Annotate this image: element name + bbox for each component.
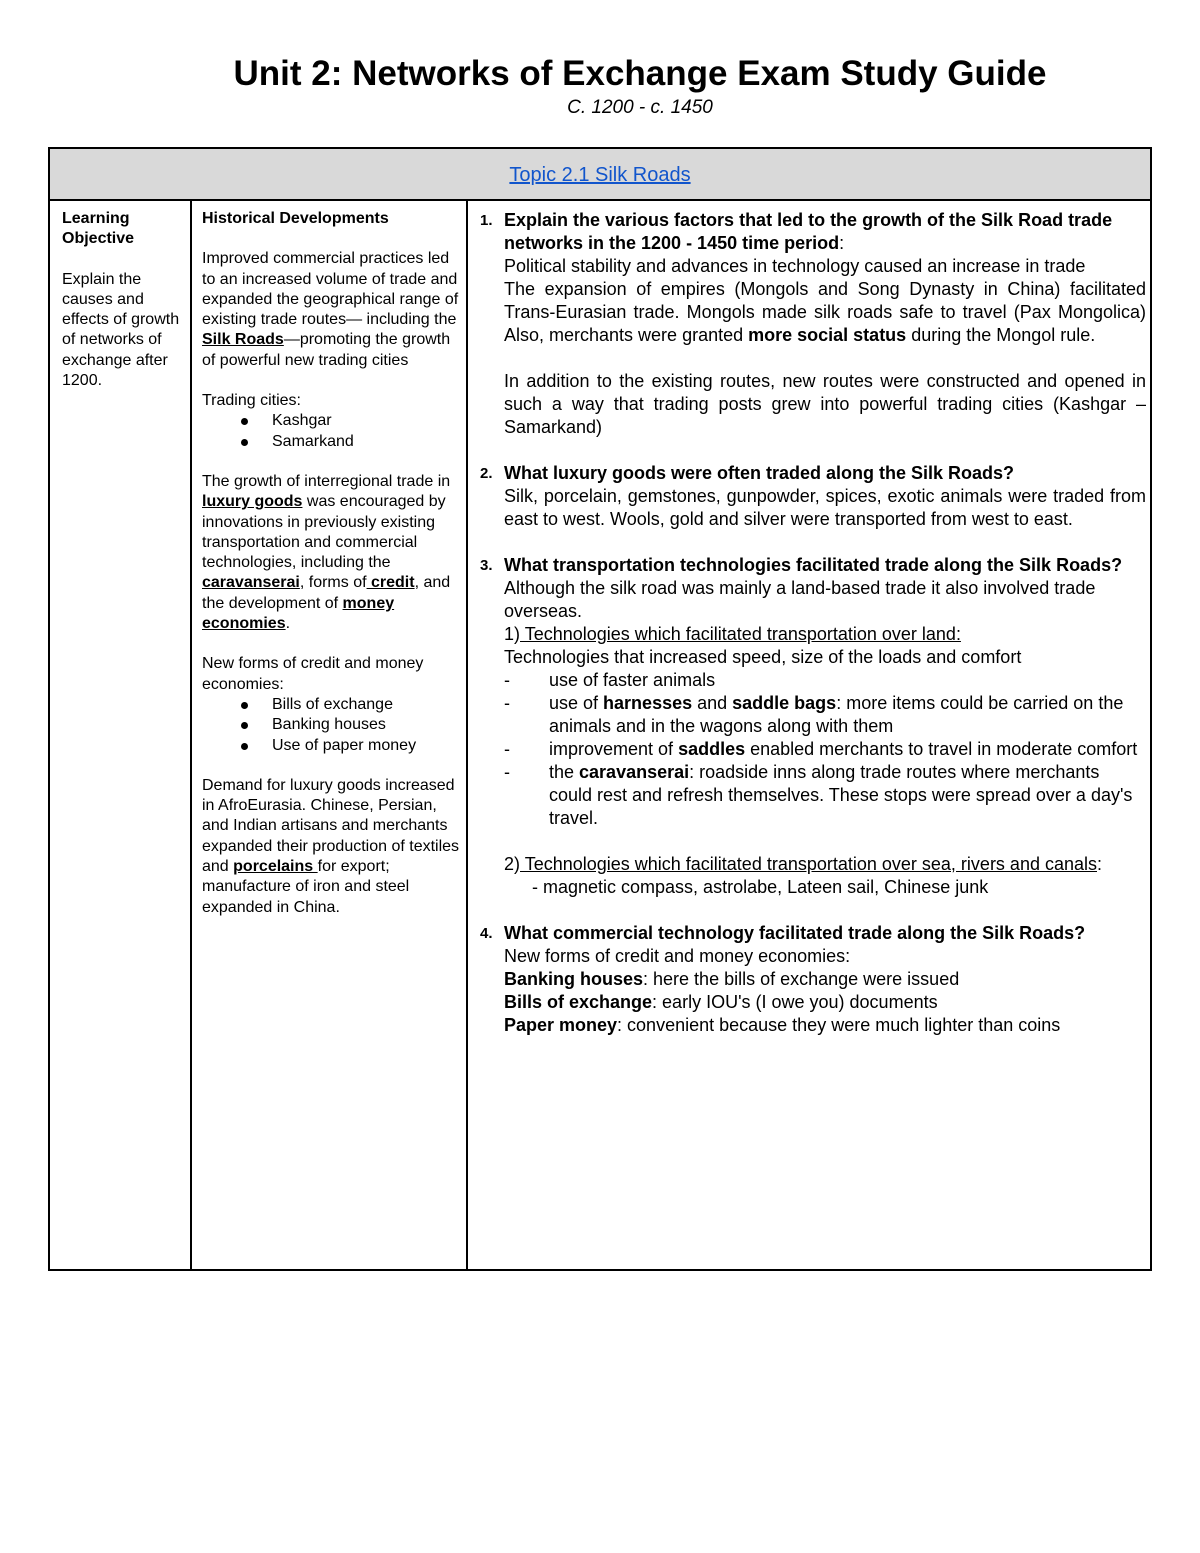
question-number: 3. bbox=[480, 557, 493, 574]
sea-subheading: 2) Technologies which facilitated transportation over sea, rivers and canals: bbox=[504, 854, 1103, 874]
list-item: Bills of exchange bbox=[202, 695, 464, 715]
list-item: Samarkand bbox=[202, 432, 464, 452]
answer-text: Silk, porcelain, gemstones, gunpowder, spices, exotic animals were traded from east to west. Wools, gold and silver were transported from west to east. bbox=[504, 486, 1146, 529]
answer-text: Although the silk road was mainly a land-based trade it also involved trade overseas. bbox=[504, 578, 1096, 621]
topic-link[interactable]: Topic 2.1 Silk Roads bbox=[509, 164, 691, 186]
question-4 bbox=[480, 922, 1146, 1037]
learning-objective-text: Explain the causes and effects of growth of networks of exchange after 1200. bbox=[62, 270, 180, 390]
learning-objective-heading: Learning Objective bbox=[62, 210, 135, 248]
land-subheading: 1) Technologies which facilitated transportation over land: bbox=[504, 624, 961, 644]
key-term: credit bbox=[366, 574, 415, 592]
question-1: 1. Explain the various factors that led to the growth of the Silk Road trade networks in the 1200 - 1450 time period: Political stability and advances in technology caused an increase in trade The expansion of empires (Mongols and Song Dynasty in China) facilitated Trans-Eurasian trade. Mongols made silk roads safe to travel (Pax Mongolica) Also, merchants were granted more social status during the Mongol rule. In addition to the existing routes, new routes were constructed and opened in such a way that trading posts grew into powerful trading cities (Kashgar – Samarkand) bbox=[480, 210, 1146, 437]
study-guide-table bbox=[48, 147, 1152, 1271]
key-term: caravanserai bbox=[202, 574, 300, 592]
question-number: 4. bbox=[480, 925, 493, 942]
question-text: What commercial technology facilitated trade along the Silk Roads? bbox=[504, 923, 1086, 943]
page-title: Unit 2: Networks of Exchange Exam Study Guide bbox=[233, 54, 1047, 93]
list-item: Banking houses bbox=[202, 715, 464, 735]
answer-text: Political stability and advances in technology caused an increase in trade bbox=[504, 256, 1086, 276]
topic-header-row bbox=[50, 149, 1150, 201]
column-divider bbox=[466, 199, 468, 1269]
interregional-trade-paragraph: The growth of interregional trade in luxury goods was encouraged by innovations in previously existing transportation and commercial technologies, including the caravanserai, forms of credit, and the development of money economies. bbox=[202, 472, 451, 633]
answer-text: New forms of credit and money economies: bbox=[504, 946, 851, 966]
answer-text: Paper money: convenient because they were much lighter than coins bbox=[504, 1015, 1061, 1035]
luxury-demand-paragraph: Demand for luxury goods increased in AfroEurasia. Chinese, Persian, and Indian artisans and merchants expanded their production of textiles and porcelains for export; manufacture of iron and steel expanded in China. bbox=[202, 776, 460, 916]
question-number: 1. bbox=[480, 212, 493, 229]
answer-text: The expansion of empires (Mongols and Song Dynasty in China) facilitated Trans-Eurasian trade. Mongols made silk roads safe to travel (Pax Mongolica) Also, merchants were granted more social status during the Mongol rule. bbox=[504, 279, 1146, 345]
answer-text: In addition to the existing routes, new routes were constructed and opened in such a way that trading posts grew into powerful trading cities (Kashgar – Samarkand) bbox=[504, 371, 1146, 437]
key-term: porcelains bbox=[233, 858, 318, 876]
list-item: - use of harnesses and saddle bags: more items could be carried on the animals and in the wagons along with them bbox=[504, 693, 1124, 736]
question-3 bbox=[480, 554, 1146, 899]
question-text: What luxury goods were often traded along the Silk Roads? bbox=[504, 463, 1015, 483]
commercial-practices-paragraph: Improved commercial practices led to an increased volume of trade and expanded the geographical range of existing trade routes— including the Silk Roads—promoting the growth of powerful new trading cities bbox=[202, 250, 459, 369]
trading-cities-label: Trading cities: bbox=[202, 392, 301, 410]
answer-text: Banking houses: here the bills of exchange were issued bbox=[504, 969, 960, 989]
list-item: - improvement of saddles enabled merchants to travel in moderate comfort bbox=[504, 739, 1138, 759]
question-2 bbox=[480, 462, 1146, 531]
answer-text: - magnetic compass, astrolabe, Lateen sail, Chinese junk bbox=[532, 877, 989, 897]
questions-column bbox=[480, 209, 1146, 1037]
question-text: What transportation technologies facilitated trade along the Silk Roads? bbox=[504, 555, 1123, 575]
key-term: Silk Roads bbox=[202, 331, 284, 349]
question-text: Explain the various factors that led to the growth of the Silk Road trade networks in the 1200 - 1450 time period bbox=[504, 210, 1113, 253]
learning-objective-column bbox=[62, 209, 188, 391]
answer-text: Bills of exchange: early IOU's (I owe you) documents bbox=[504, 992, 938, 1012]
question-number: 2. bbox=[480, 465, 493, 482]
credit-label: New forms of credit and money economies: bbox=[202, 655, 424, 693]
key-term: luxury goods bbox=[202, 493, 303, 511]
list-item: Kashgar bbox=[202, 411, 464, 431]
historical-developments-heading: Historical Developments bbox=[202, 210, 389, 227]
page-subtitle: C. 1200 - c. 1450 bbox=[567, 97, 713, 118]
list-item: - the caravanserai: roadside inns along trade routes where merchants could rest and refresh themselves. These stops were spread over a day's travel. bbox=[504, 762, 1133, 828]
list-item: Use of paper money bbox=[202, 736, 464, 756]
answer-text: Technologies that increased speed, size of the loads and comfort bbox=[504, 647, 1022, 667]
list-item: - use of faster animals bbox=[504, 670, 716, 690]
column-divider bbox=[190, 199, 192, 1269]
historical-developments-column bbox=[202, 209, 464, 918]
key-term: money economies bbox=[202, 594, 395, 633]
